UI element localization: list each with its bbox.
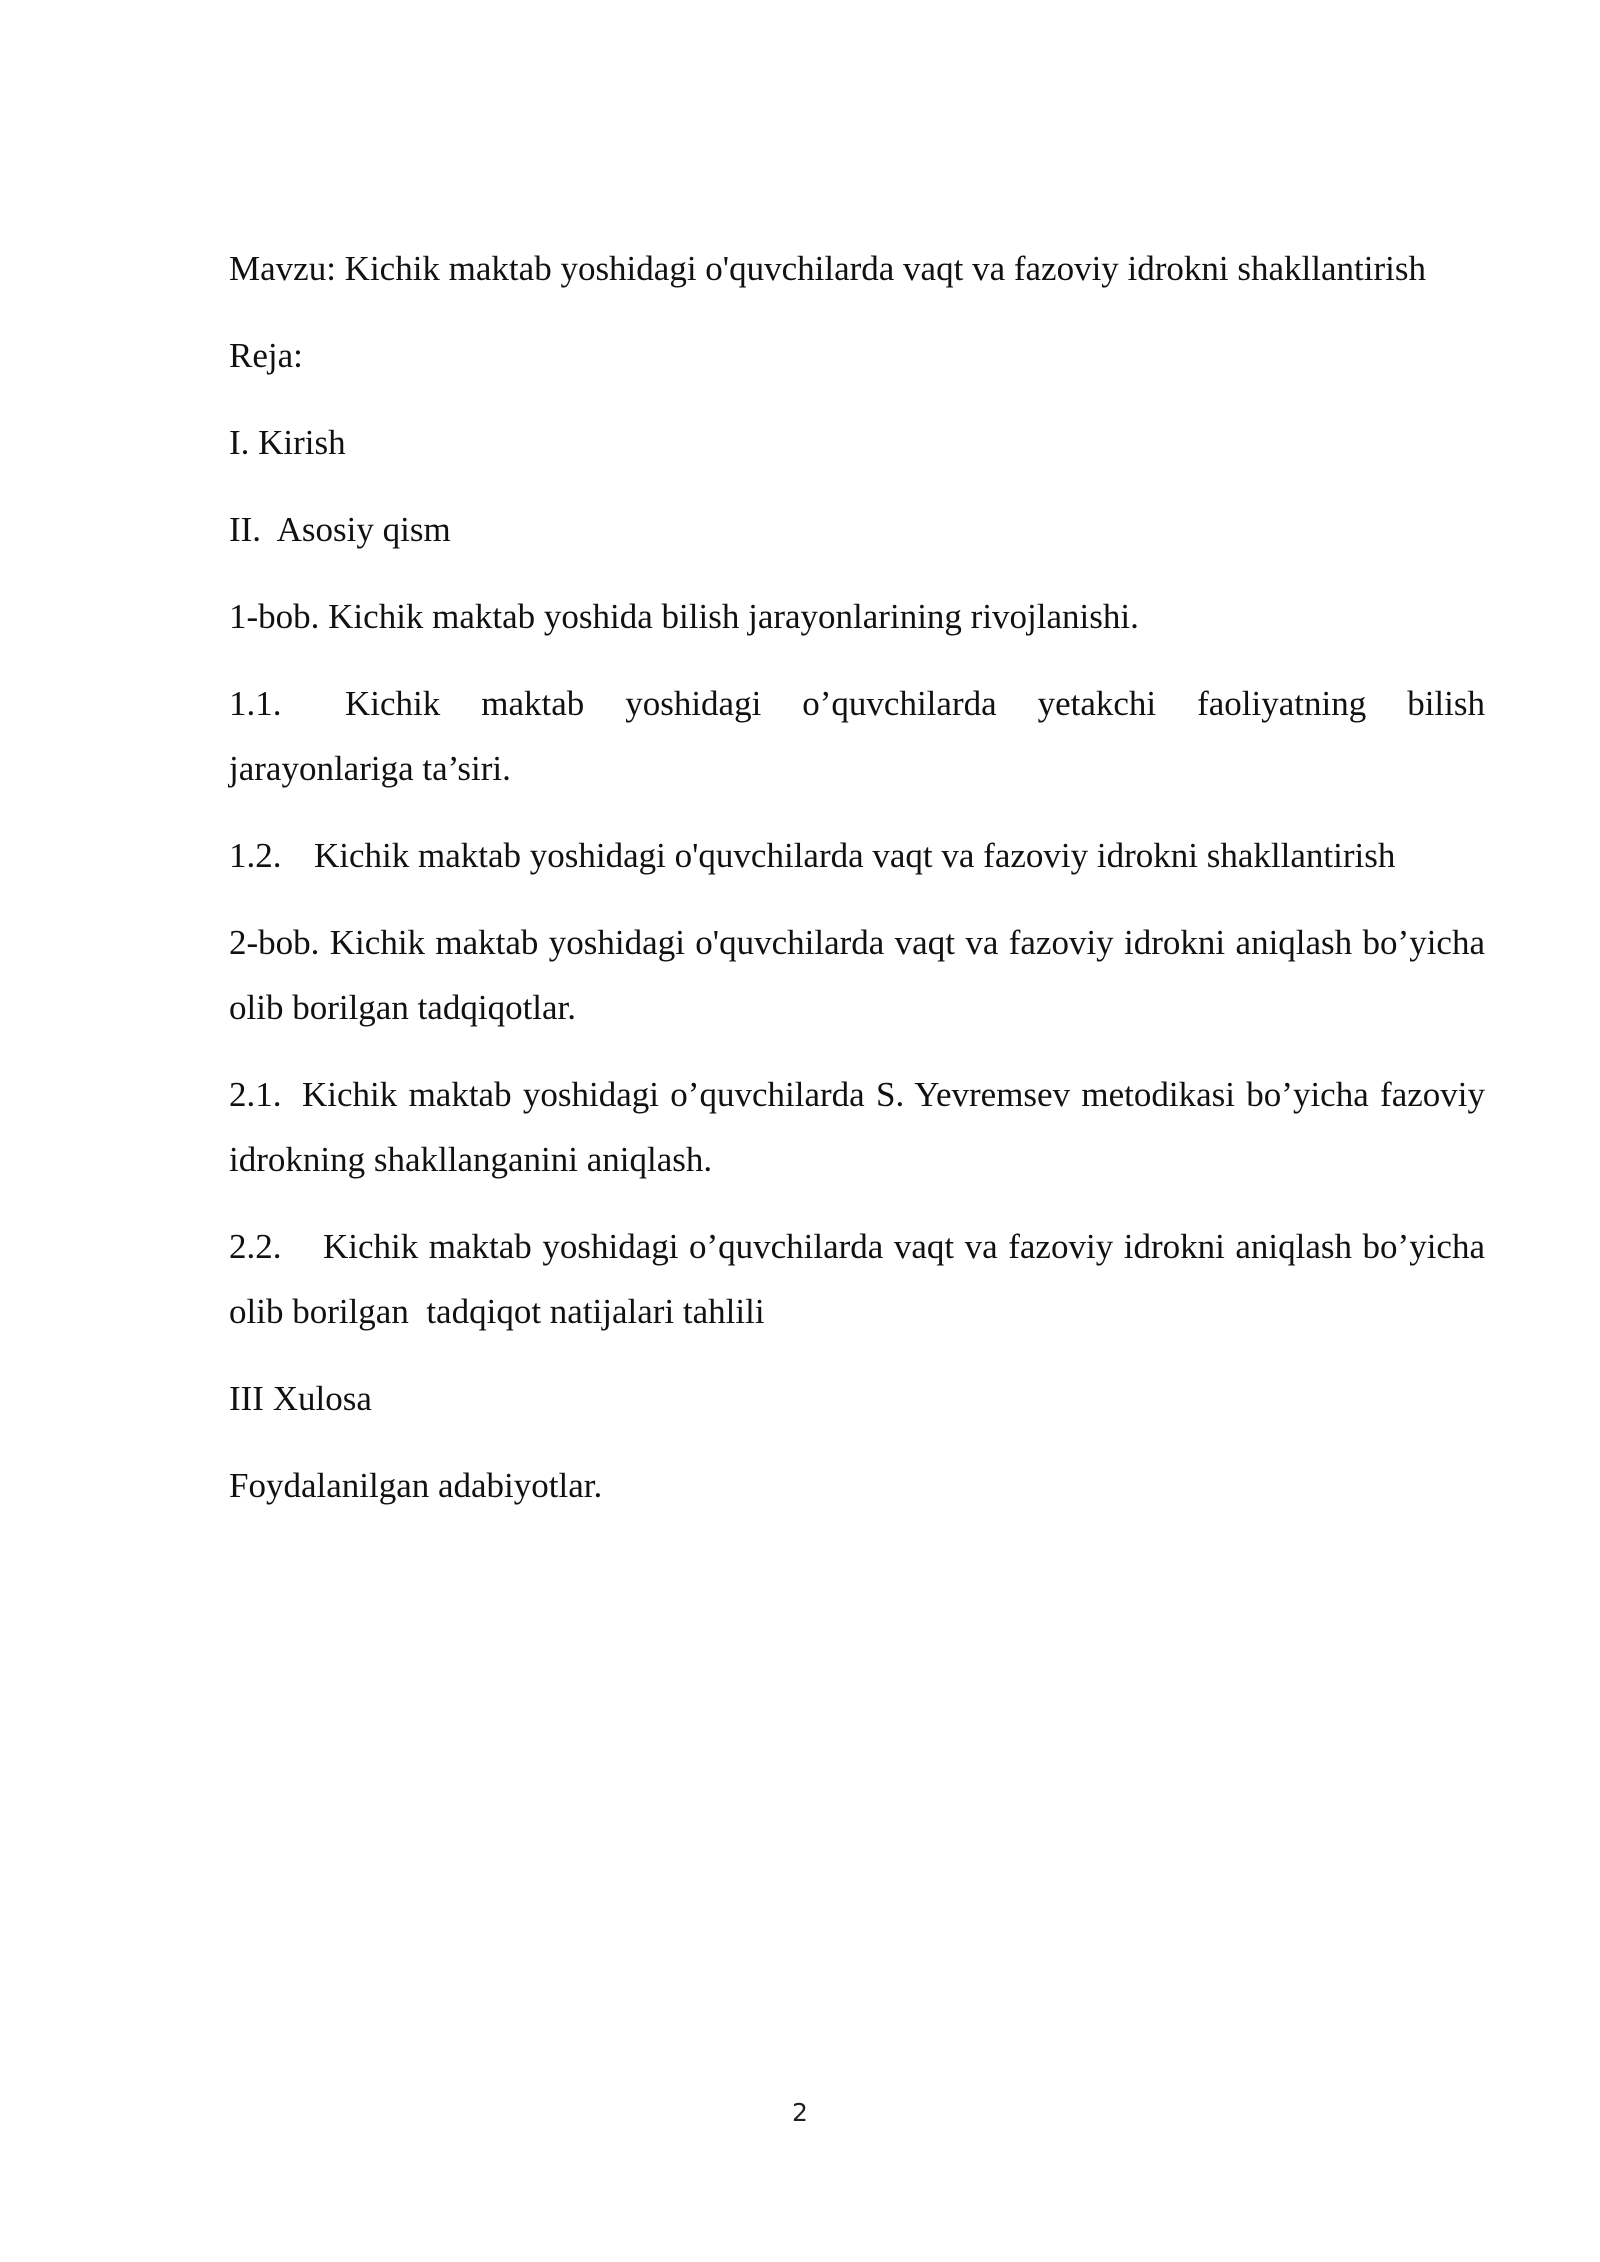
plan-item-section-1-2 [229,823,1485,888]
plan-item-conclusion: III Xulosa [229,1379,372,1418]
plan-item-section-2-1 [229,1062,1485,1192]
section-title: Kichik maktab yoshidagi o'quvchilarda vaqt va fazoviy idrokni shakllantirish [314,836,1396,875]
page-number: 2 [792,2098,808,2127]
plan-item-section-2-2 [229,1214,1494,1344]
section-number: 1.2. [229,836,282,875]
section-number: 2.2. [229,1227,282,1266]
section-number: 1.1. [229,684,282,723]
section-title: Kichik maktab yoshidagi o’quvchilarda yetakchi faoliyatning bilish jarayonlariga ta’siri. [229,684,1485,788]
plan-item-main-part: II. Asosiy qism [229,510,451,549]
section-number: 2.1. [229,1075,282,1114]
plan-item-introduction: I. Kirish [229,423,346,462]
section-title: Kichik maktab yoshidagi o’quvchilarda S. Yevremsev metodikasi bo’yicha fazoviy idrokning shakllanganini aniqlash. [229,1075,1485,1179]
plan-item-section-1-1 [229,671,1485,801]
plan-item-chapter-2: 2-bob. Kichik maktab yoshidagi o'quvchilarda vaqt va fazoviy idrokni aniqlash bo’yicha olib borilgan tadqiqotlar. [229,923,1485,1027]
plan-item-references: Foydalanilgan adabiyotlar. [229,1466,603,1505]
document-content [229,236,1494,1540]
plan-label: Reja: [229,336,303,375]
section-title: Kichik maktab yoshidagi o’quvchilarda vaqt va fazoviy idrokni aniqlash bo’yicha olib borilgan tadqiqot natijalari tahlili [229,1227,1494,1331]
topic-heading: Mavzu: Kichik maktab yoshidagi o'quvchilarda vaqt va fazoviy idrokni shakllantirish [229,249,1426,288]
plan-item-chapter-1: 1-bob. Kichik maktab yoshida bilish jarayonlarining rivojlanishi. [229,597,1139,636]
